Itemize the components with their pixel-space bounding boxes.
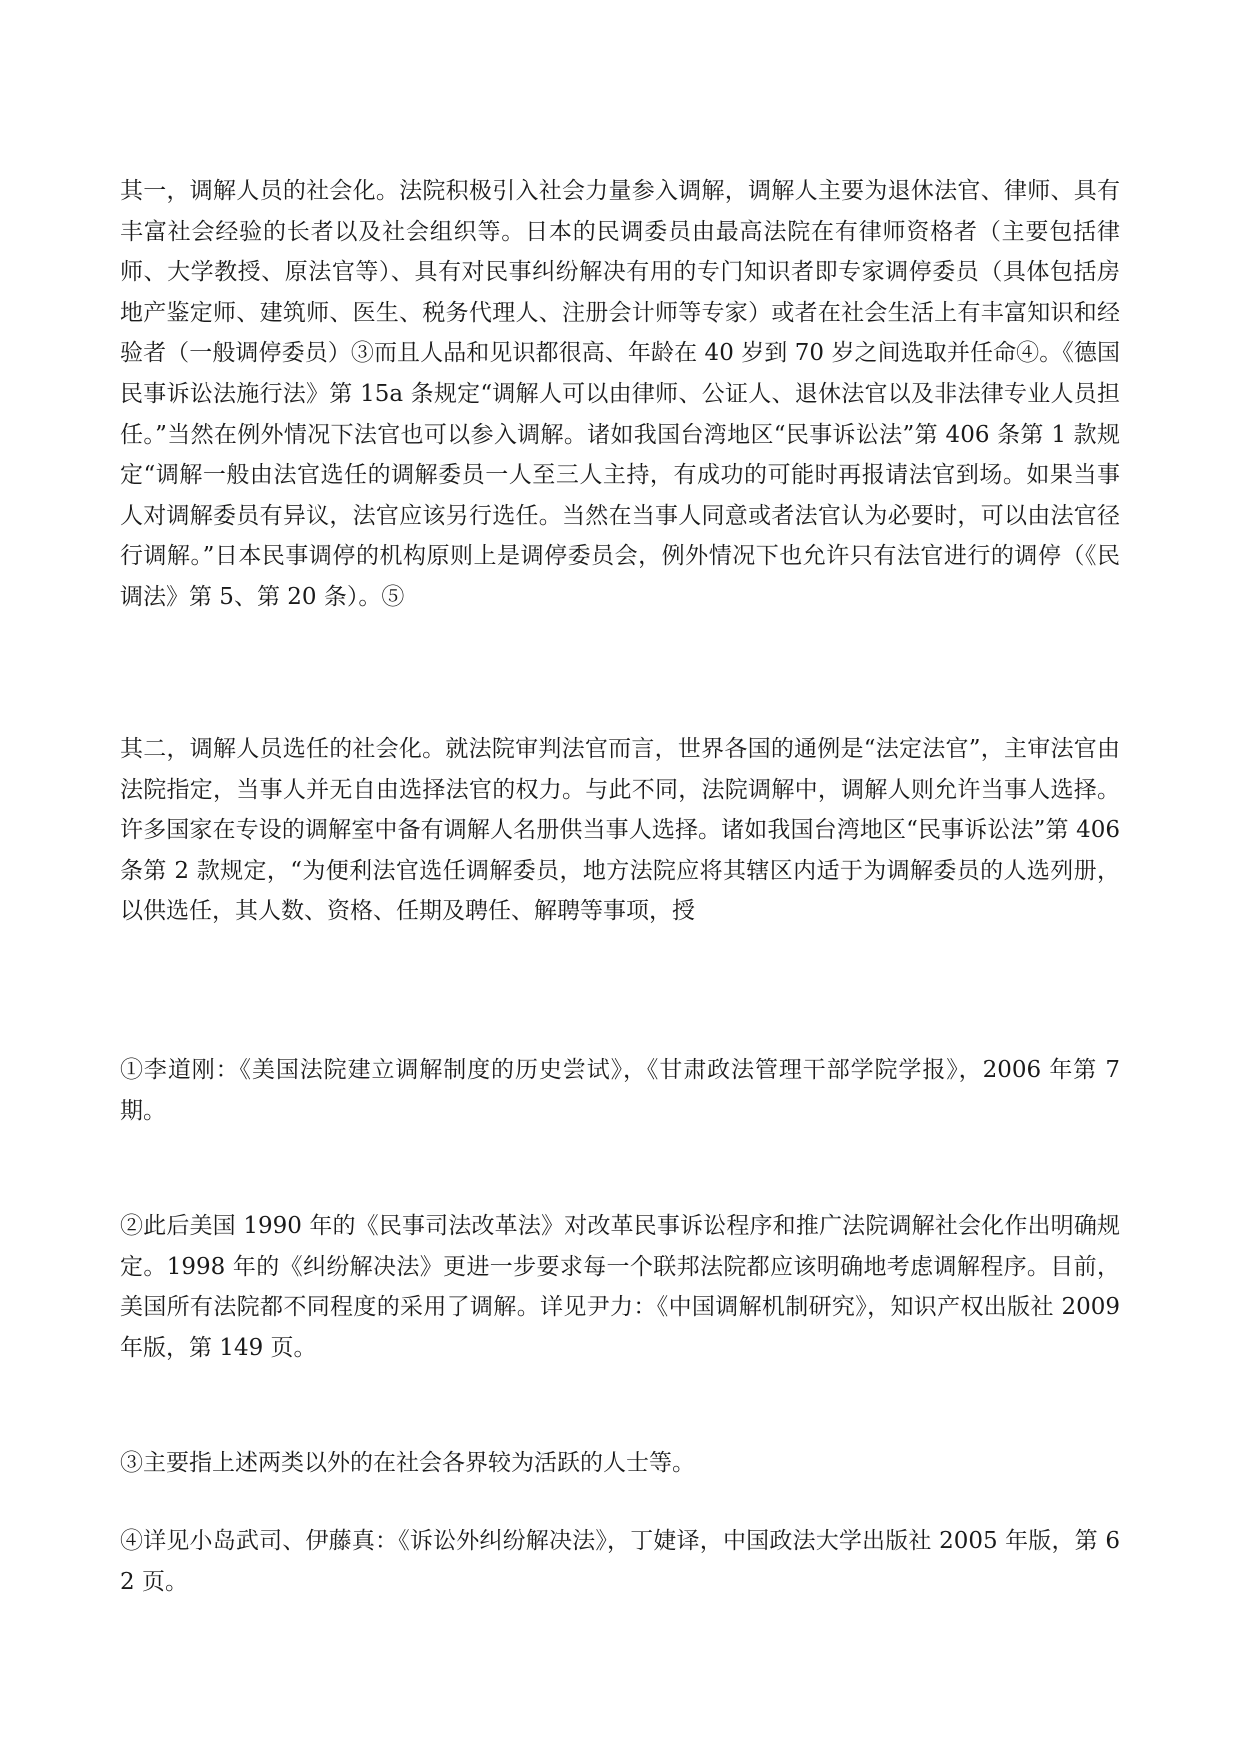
footnote-2: ②此后美国 1990 年的《民事司法改革法》对改革民事诉讼程序和推广法院调解社会化作出明确规定。1998 年的《纠纷解决法》更进一步要求每一个联邦法院都应该明确地考虑调解程序。目前，美国所有法院都不同程度的采用了调解。详见尹力：《中国调解机制研究》，知识产权出版社 2009 年版，第 149 页。 — [120, 1213, 1120, 1361]
body-paragraph-1: 其一，调解人员的社会化。法院积极引入社会力量参入调解，调解人主要为退休法官、律师、具有丰富社会经验的长者以及社会组织等。日本的民调委员由最高法院在有律师资格者（主要包括律师、大学教授、原法官等）、具有对民事纠纷解决有用的专门知识者即专家调停委员（具体包括房地产鉴定师、建筑师、医生、税务代理人、注册会计师等专家）或者在社会生活上有丰富知识和经验者（一般调停委员）③而且人品和见识都很高、年龄在 40 岁到 70 岁之间选取并任命④。《德国民事诉讼法施行法》第 15a 条规定“调解人可以由律师、公证人、退休法官以及非法律专业人员担任。”当然在例外情况下法官也可以参入调解。诸如我国台湾地区“民事诉讼法”第 406 条第 1 款规定“调解一般由法官选任的调解委员一人至三人主持，有成功的可能时再报请法官到场。如果当事人对调解委员有异议，法官应该另行选任。当然在当事人同意或者法官认为必要时，可以由法官径行调解。”日本民事调停的机构原则上是调停委员会，例外情况下也允许只有法官进行的调停（《民调法》第 5、第 20 条）。⑤ — [120, 178, 1120, 610]
footnote-4: ④详见小岛武司、伊藤真：《诉讼外纠纷解决法》，丁婕译，中国政法大学出版社 2005 年版，第 62 页。 — [120, 1528, 1120, 1595]
footnote-3: ③主要指上述两类以外的在社会各界较为活跃的人士等。 — [120, 1450, 695, 1476]
body-paragraph-2: 其二，调解人员选任的社会化。就法院审判法官而言，世界各国的通例是“法定法官”，主审法官由法院指定，当事人并无自由选择法官的权力。与此不同，法院调解中，调解人则允许当事人选择。许多国家在专设的调解室中备有调解人名册供当事人选择。诸如我国台湾地区“民事诉讼法”第 406 条第 2 款规定，“为便利法官选任调解委员，地方法院应将其辖区内适于为调解委员的人选列册，以供选任，其人数、资格、任期及聘任、解聘等事项，授 — [120, 736, 1120, 925]
footnote-1: ①李道刚：《美国法院建立调解制度的历史尝试》，《甘肃政法管理干部学院学报》，2006 年第 7 期。 — [120, 1057, 1120, 1124]
